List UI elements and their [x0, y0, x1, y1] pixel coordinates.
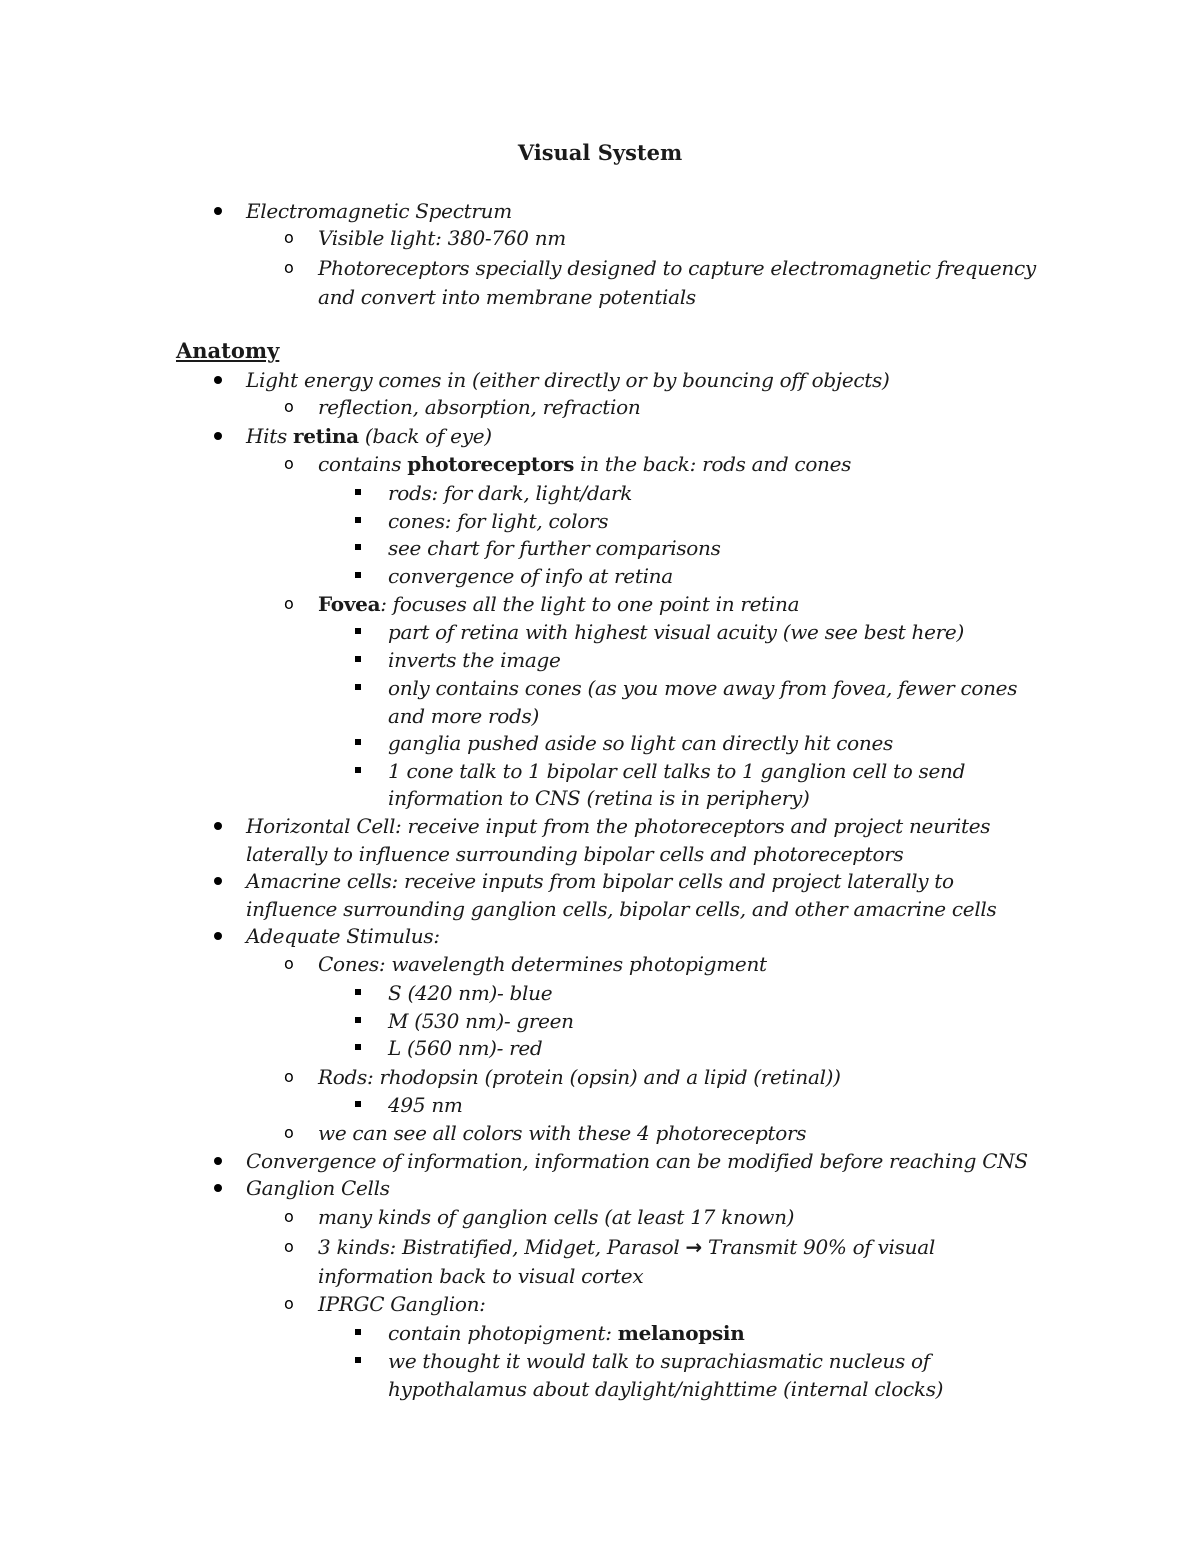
- list-item: many kinds of ganglion cells (at least 17 known): [318, 1205, 795, 1229]
- list-item: reflection, absorption, refraction: [318, 395, 641, 419]
- bullet-icon: [214, 376, 222, 384]
- list-item: Horizontal Cell: receive input from the photoreceptors and project neurites: [246, 814, 991, 838]
- list-item: we thought it would talk to suprachiasmatic nucleus of: [388, 1349, 930, 1373]
- list-item: S (420 nm)- blue: [388, 981, 553, 1005]
- circle-bullet-icon: o: [284, 954, 294, 973]
- circle-bullet-icon: o: [284, 454, 294, 473]
- square-bullet-icon: [355, 628, 361, 634]
- square-bullet-icon: [355, 1357, 361, 1363]
- list-item: see chart for further comparisons: [388, 536, 721, 560]
- circle-bullet-icon: o: [284, 1123, 294, 1142]
- list-item: inverts the image: [388, 648, 561, 672]
- list-item: Cones: wavelength determines photopigment: [318, 952, 767, 976]
- circle-bullet-icon: o: [284, 228, 294, 247]
- list-item: 3 kinds: Bistratified, Midget, Parasol → Transmit 90% of visual: [318, 1235, 935, 1259]
- bullet-icon: [214, 207, 222, 215]
- list-item: Rods: rhodopsin (protein (opsin) and a lipid (retinal)): [318, 1065, 841, 1089]
- circle-bullet-icon: o: [284, 1067, 294, 1086]
- list-item: 495 nm: [388, 1093, 463, 1117]
- list-item: Visible light: 380-760 nm: [318, 226, 566, 250]
- circle-bullet-icon: o: [284, 1207, 294, 1226]
- bullet-icon: [214, 1157, 222, 1165]
- list-item: we can see all colors with these 4 photoreceptors: [318, 1121, 807, 1145]
- list-item: contains photoreceptors in the back: rods and cones: [318, 452, 852, 476]
- square-bullet-icon: [355, 767, 361, 773]
- list-item: Light energy comes in (either directly or by bouncing off objects): [246, 368, 890, 392]
- list-item: rods: for dark, light/dark: [388, 481, 633, 505]
- list-item: Fovea: focuses all the light to one point in retina: [318, 592, 800, 616]
- circle-bullet-icon: o: [284, 258, 294, 277]
- circle-bullet-icon: o: [284, 1294, 294, 1313]
- list-item-continuation: and more rods): [388, 704, 539, 728]
- list-item: Adequate Stimulus:: [246, 924, 440, 948]
- bullet-icon: [214, 822, 222, 830]
- list-item: convergence of info at retina: [388, 564, 673, 588]
- square-bullet-icon: [355, 656, 361, 662]
- circle-bullet-icon: o: [284, 594, 294, 613]
- section-heading: Anatomy: [176, 338, 280, 363]
- bullet-icon: [214, 932, 222, 940]
- list-item-continuation: and convert into membrane potentials: [318, 285, 696, 309]
- square-bullet-icon: [355, 1329, 361, 1335]
- list-item: Convergence of information, information can be modified before reaching CNS: [246, 1149, 1028, 1173]
- list-item: ganglia pushed aside so light can directly hit cones: [388, 731, 893, 755]
- square-bullet-icon: [355, 572, 361, 578]
- list-item: part of retina with highest visual acuity (we see best here): [388, 620, 964, 644]
- list-item: Ganglion Cells: [246, 1176, 390, 1200]
- square-bullet-icon: [355, 1044, 361, 1050]
- list-item-continuation: laterally to influence surrounding bipolar cells and photoreceptors: [246, 842, 904, 866]
- list-item: M (530 nm)- green: [388, 1009, 574, 1033]
- list-item-continuation: hypothalamus about daylight/nighttime (internal clocks): [388, 1377, 944, 1401]
- list-item: Hits retina (back of eye): [246, 424, 492, 448]
- list-item: 1 cone talk to 1 bipolar cell talks to 1 ganglion cell to send: [388, 759, 966, 783]
- list-item-continuation: information back to visual cortex: [318, 1264, 644, 1288]
- list-item: only contains cones (as you move away from fovea, fewer cones: [388, 676, 1018, 700]
- list-item-continuation: information to CNS (retina is in periphery): [388, 786, 810, 810]
- square-bullet-icon: [355, 544, 361, 550]
- square-bullet-icon: [355, 1017, 361, 1023]
- list-item: cones: for light, colors: [388, 509, 609, 533]
- square-bullet-icon: [355, 489, 361, 495]
- list-item: Photoreceptors specially designed to capture electromagnetic frequency: [318, 256, 1036, 280]
- square-bullet-icon: [355, 517, 361, 523]
- square-bullet-icon: [355, 989, 361, 995]
- square-bullet-icon: [355, 1101, 361, 1107]
- bullet-icon: [214, 1184, 222, 1192]
- bullet-icon: [214, 432, 222, 440]
- circle-bullet-icon: o: [284, 397, 294, 416]
- right-arrow-icon: →: [685, 1235, 702, 1259]
- square-bullet-icon: [355, 684, 361, 690]
- list-item: L (560 nm)- red: [388, 1036, 543, 1060]
- list-item: Amacrine cells: receive inputs from bipolar cells and project laterally to: [246, 869, 954, 893]
- circle-bullet-icon: o: [284, 1237, 294, 1256]
- bullet-icon: [214, 877, 222, 885]
- list-item-continuation: influence surrounding ganglion cells, bipolar cells, and other amacrine cells: [246, 897, 997, 921]
- list-item: IPRGC Ganglion:: [318, 1292, 486, 1316]
- document-title: Visual System: [517, 140, 683, 165]
- list-item: Electromagnetic Spectrum: [246, 199, 512, 223]
- square-bullet-icon: [355, 739, 361, 745]
- list-item: contain photopigment: melanopsin: [388, 1321, 745, 1345]
